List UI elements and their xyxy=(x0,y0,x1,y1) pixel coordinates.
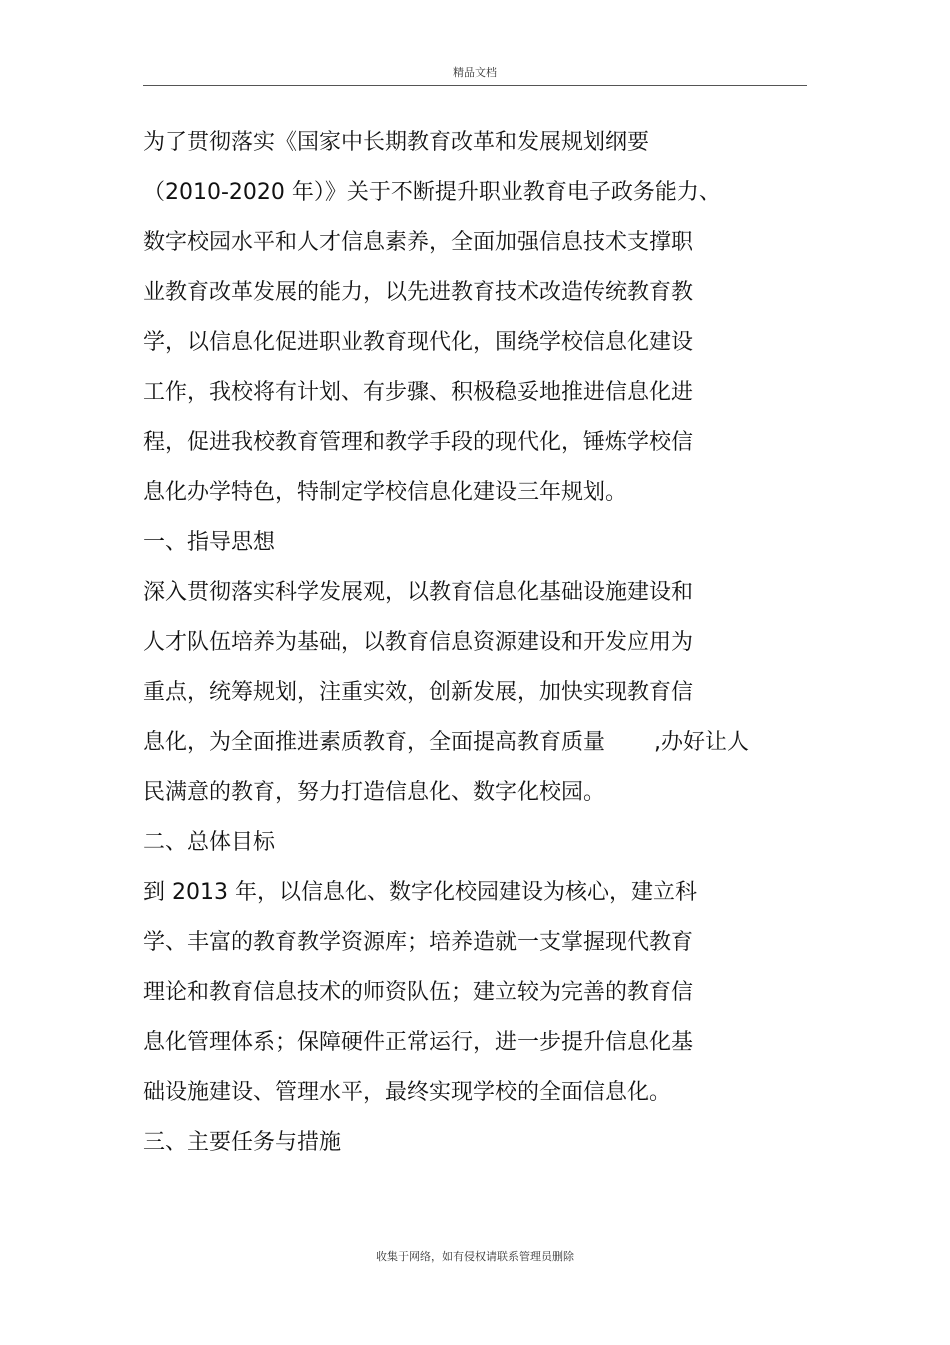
text-line: 民满意的教育，努力打造信息化、数字化校园。 xyxy=(143,780,606,805)
text-line: 深入贯彻落实科学发展观，以教育信息化基础设施建设和 xyxy=(143,580,694,605)
text-line: 人才队伍培养为基础，以教育信息资源建设和开发应用为 xyxy=(143,630,694,655)
text-line: 工作，我校将有计划、有步骤、积极稳妥地推进信息化进 xyxy=(143,380,694,405)
text-line: 息化管理体系；保障硬件正常运行，进一步提升信息化基 xyxy=(143,1030,694,1055)
text-line: 程，促进我校教育管理和教学手段的现代化，锤炼学校信 xyxy=(143,430,694,455)
text-line: 息化办学特色，特制定学校信息化建设三年规划。 xyxy=(143,480,628,505)
document-body xyxy=(143,118,823,1168)
text-line: （2010-2020 年）》关于不断提升职业教育电子政务能力、 xyxy=(143,180,721,205)
text-line: 为了贯彻落实《国家中长期教育改革和发展规划纲要 xyxy=(143,130,650,155)
section-heading-2: 二、总体目标 xyxy=(143,830,276,855)
text-line: 重点，统筹规划，注重实效，创新发展，加快实现教育信 xyxy=(143,680,694,705)
header-divider xyxy=(143,85,807,86)
text-line: 息化，为全面推进素质教育，全面提高教育质量 ,办好让人 xyxy=(143,730,749,755)
text-line: 础设施建设、管理水平，最终实现学校的全面信息化。 xyxy=(143,1080,672,1105)
text-line: 理论和教育信息技术的师资队伍；建立较为完善的教育信 xyxy=(143,980,694,1005)
text-line: 到 2013 年，以信息化、数字化校园建设为核心，建立科 xyxy=(143,880,697,905)
section-heading-1: 一、指导思想 xyxy=(143,530,276,555)
section-heading-3: 三、主要任务与措施 xyxy=(143,1130,342,1155)
text-line: 数字校园水平和人才信息素养，全面加强信息技术支撑职 xyxy=(143,230,694,255)
text-line: 学、丰富的教育教学资源库；培养造就一支掌握现代教育 xyxy=(143,930,694,955)
page-footer: 收集于网络，如有侵权请联系管理员删除 xyxy=(376,1250,574,1263)
text-line: 学，以信息化促进职业教育现代化，围绕学校信息化建设 xyxy=(143,330,694,355)
page-header: 精品文档 xyxy=(453,66,497,79)
text-line: 业教育改革发展的能力，以先进教育技术改造传统教育教 xyxy=(143,280,694,305)
